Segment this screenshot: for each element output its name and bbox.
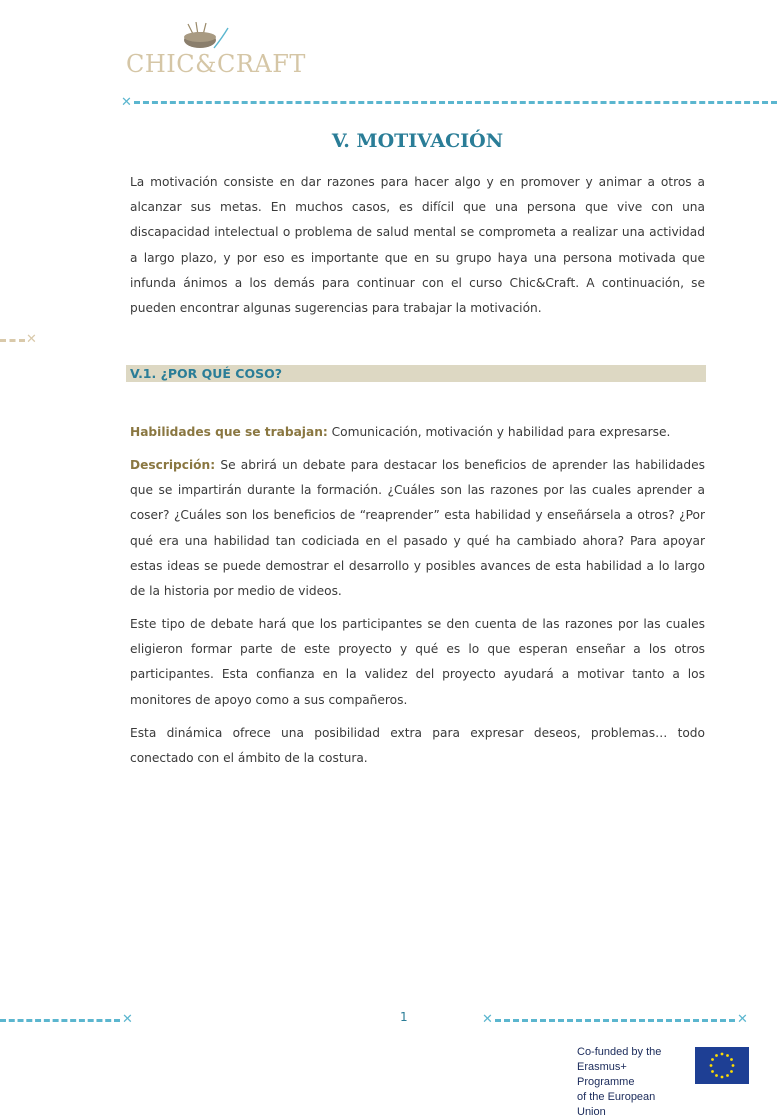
stitch-divider-bottom-right (495, 1019, 735, 1022)
skills-label: Habilidades que se trabajan: (130, 425, 328, 439)
stitch-divider-bottom-left (0, 1019, 120, 1022)
description-paragraph (130, 453, 705, 604)
stitch-x-icon: ✕ (737, 1012, 748, 1027)
stitch-divider-top (134, 101, 777, 104)
stitch-x-icon: ✕ (122, 1012, 133, 1027)
section-heading-bar (126, 365, 706, 382)
description-label: Descripción: (130, 458, 216, 472)
chic-craft-logo (126, 20, 306, 82)
skills-paragraph (130, 420, 705, 445)
eu-funding-text (577, 1045, 687, 1120)
page-number: 1 (400, 1010, 408, 1024)
eu-funding-line: Co-funded by the (577, 1046, 662, 1058)
logo-wordmark: CHIC&CRAFT (126, 50, 306, 78)
description-text: Se abrirá un debate para destacar los beneficios de aprender las habilidades que se impartirán durante la formación. ¿Cuáles son las razones por las cuales aprender a coser? ¿Cuáles son los beneficios de “reaprender” esta habilidad y enseñársela a otros? ¿Por qué era una habilidad tan codiciada en el pasado y qué ha cambiado ahora? Para apoyar estas ideas se puede demostrar el desarrollo y posibles avances de esta habilidad a lo largo de la historia por medio de videos. (130, 458, 705, 599)
skills-text: Comunicación, motivación y habilidad para expresarse. (327, 425, 671, 439)
eu-funding-line: of the European Union (577, 1091, 656, 1118)
section-title: V.1. ¿POR QUÉ COSO? (130, 366, 282, 381)
intro-paragraph: La motivación consiste en dar razones para hacer algo y en promover y animar a otros a alcanzar sus metas. En muchos casos, es difícil que una persona que vive con una discapacidad intelectual o problema de salud mental se comprometa a realizar una actividad a largo plazo, y por eso es importante que en su grupo haya una persona motivada que infunda ánimos a los demás para continuar con el curso Chic&Craft. A continuación, se pueden encontrar algunas sugerencias para trabajar la motivación. (130, 175, 705, 316)
stitch-x-icon: ✕ (482, 1012, 493, 1027)
dynamic-paragraph: Esta dinámica ofrece una posibilidad extra para expresar deseos, problemas… todo conectado con el ámbito de la costura. (130, 726, 705, 766)
debate-paragraph: Este tipo de debate hará que los participantes se den cuenta de las razones por las cuales eligieron formar parte de este proyecto y qué es lo que esperan enseñar a los otros participantes. Esta confianza en la validez del proyecto ayudará a motivar tanto a los monitores de apoyo como a sus compañeros. (130, 617, 705, 707)
stitch-x-icon: ✕ (26, 332, 37, 347)
eu-funding-line: Erasmus+ Programme (577, 1061, 635, 1088)
eu-flag-icon (695, 1047, 749, 1084)
page-title: V. MOTIVACIÓN (331, 130, 504, 152)
stitch-divider-left (0, 339, 25, 342)
stitch-x-icon: ✕ (121, 95, 132, 110)
